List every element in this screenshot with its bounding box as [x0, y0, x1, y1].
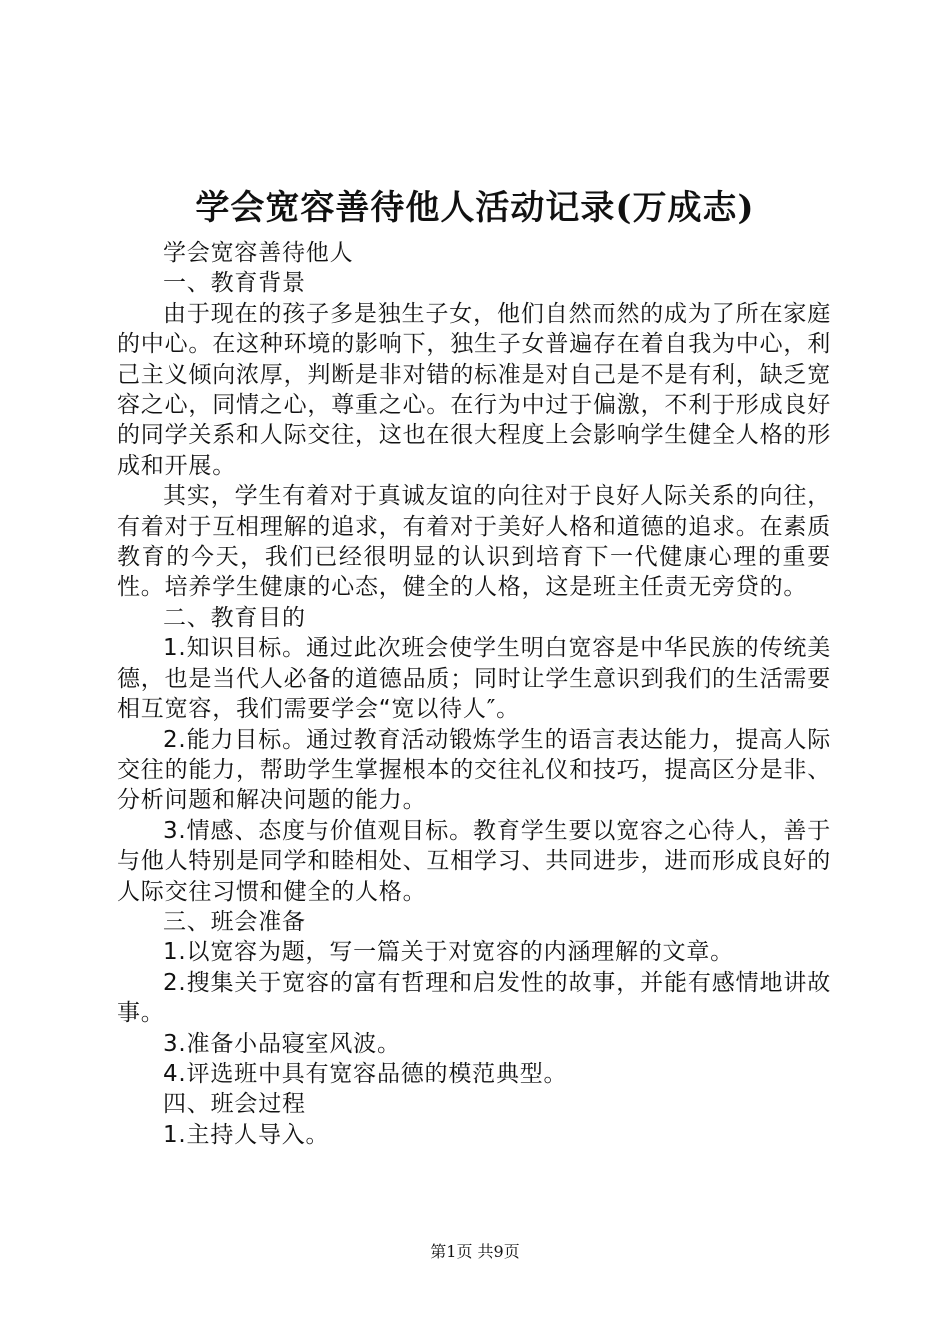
paragraph: 其实，学生有着对于真诚友谊的向往对于良好人际关系的向往，有着对于互相理解的追求，有着对于美好人格和道德的追求。在素质教育的今天，我们已经很明显的认识到培育下一代健康心理的重要性。培养学生健康的心态，健全的人格，这是班主任责无旁贷的。 [117, 483, 831, 601]
section-heading-background: 一、教育背景 [163, 270, 306, 297]
section-heading-preparation: 三、班会准备 [163, 908, 306, 935]
document-title: 学会宽容善待他人活动记录(万成志) [195, 188, 755, 228]
list-item: 2.能力目标。通过教育活动锻炼学生的语言表达能力，提高人际交往的能力，帮助学生掌握根本的交往礼仪和技巧，提高区分是非、分析问题和解决问题的能力。 [117, 726, 831, 814]
list-item: 3.情感、态度与价值观目标。教育学生要以宽容之心待人，善于与他人特别是同学和睦相处、互相学习、共同进步，进而形成良好的人际交往习惯和健全的人格。 [117, 817, 831, 905]
list-item: 1.知识目标。通过此次班会使学生明白宽容是中华民族的传统美德，也是当代人必备的道德品质；同时让学生意识到我们的生活需要相互宽容，我们需要学会“宽以待人″。 [117, 635, 831, 723]
paragraph: 由于现在的孩子多是独生子女，他们自然而然的成为了所在家庭的中心。在这种环境的影响下，独生子女普遍存在着自我为中心，利己主义倾向浓厚，判断是非对错的标准是对自己是不是有利，缺乏宽容之心，同情之心，尊重之心。在行为中过于偏激，不利于形成良好的同学关系和人际交往，这也在很大程度上会影响学生健全人格的形成和开展。 [117, 300, 831, 479]
page-footer: 第1页 共9页 [430, 1242, 520, 1261]
subtitle: 学会宽容善待他人 [163, 240, 354, 266]
list-item: 1.以宽容为题，写一篇关于对宽容的内涵理解的文章。 [163, 939, 734, 966]
section-heading-process: 四、班会过程 [163, 1091, 306, 1118]
document-body [117, 238, 831, 1150]
list-item: 3.准备小品寝室风波。 [163, 1030, 401, 1057]
list-item: 2.搜集关于宽容的富有哲理和启发性的故事，并能有感情地讲故事。 [117, 969, 831, 1027]
list-item: 1.主持人导入。 [163, 1121, 330, 1148]
list-item: 4.评选班中具有宽容品德的模范典型。 [163, 1060, 568, 1087]
section-heading-goals: 二、教育目的 [163, 604, 306, 631]
